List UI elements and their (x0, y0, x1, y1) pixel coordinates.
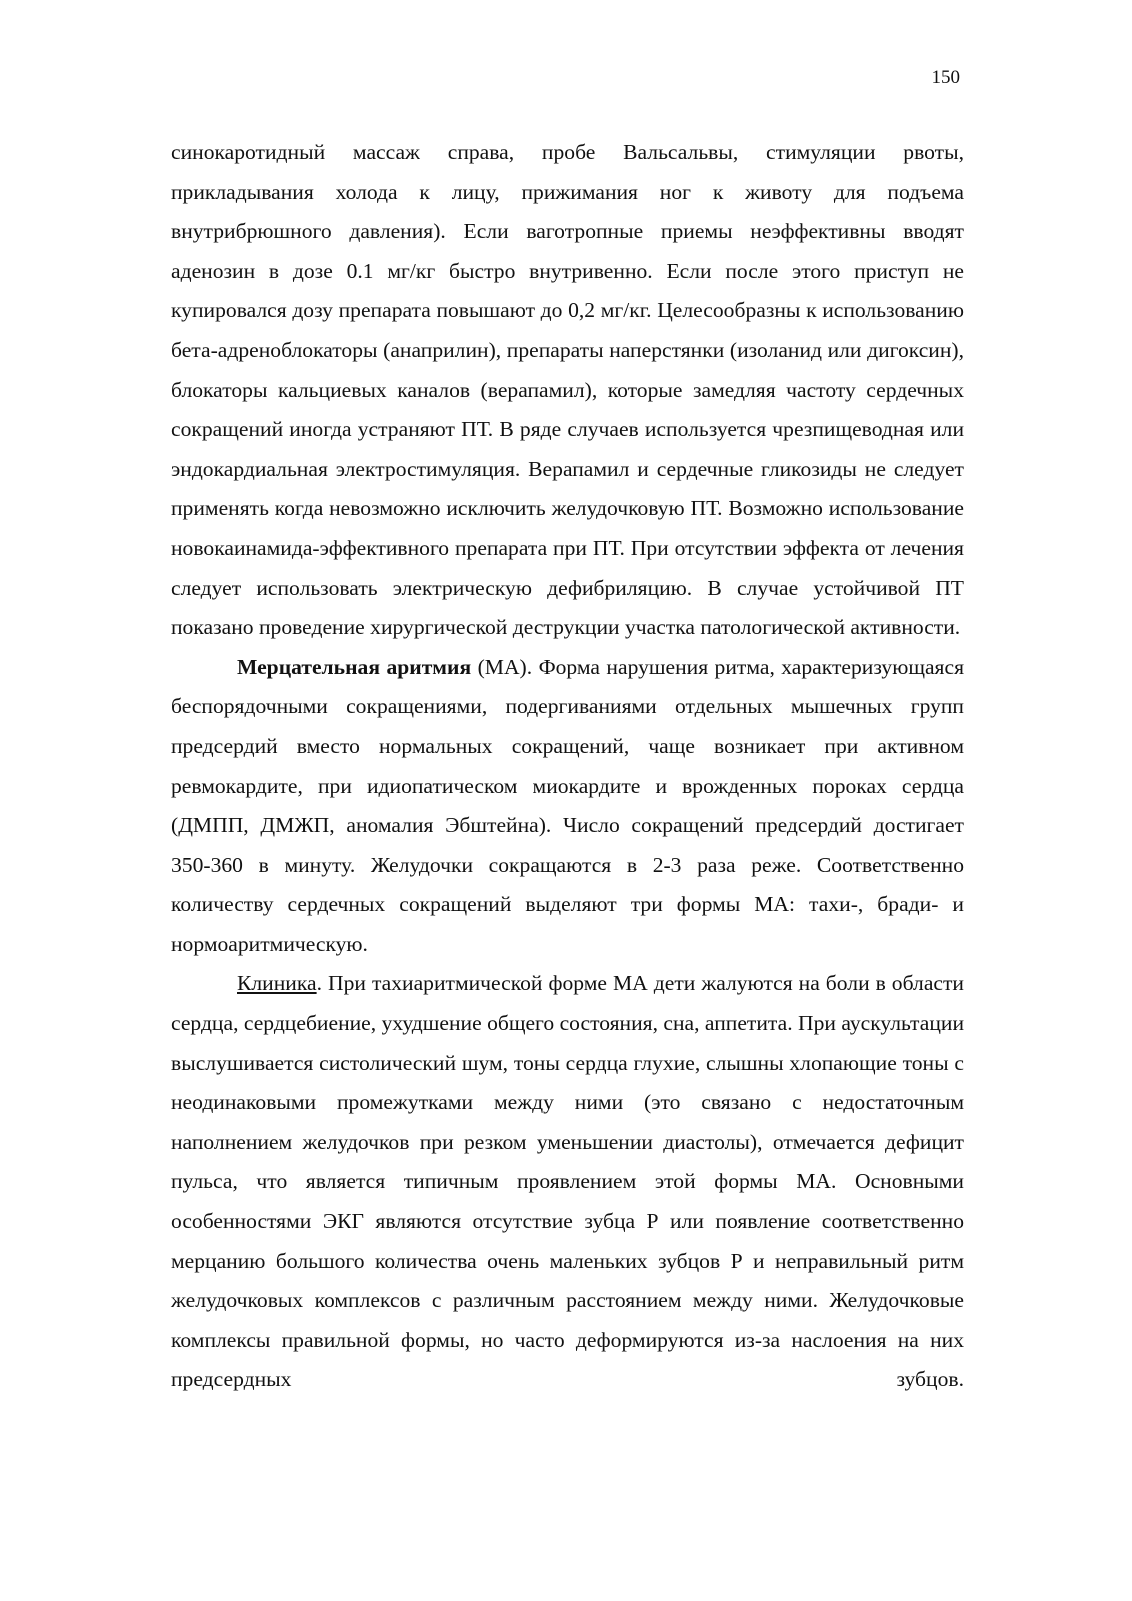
term-atrial-fibrillation: Мерцательная аритмия (237, 654, 472, 679)
paragraph-atrial-fibrillation (171, 648, 964, 965)
page-body (171, 133, 964, 1400)
paragraph-clinic-text: . При тахиаритмической форме МА дети жалуются на боли в области сердца, сердцебиение, ухудшение общего состояния, сна, аппетита. При аускультации выслушивается систолический шум, тоны сердца глухие, слышны хлопающие тоны с неодинаковыми промежутками между ними (это связано с недостаточным наполнением желудочков при резком уменьшении диастолы), отмечается дефицит пульса, что является типичным проявлением этой формы МА. Основными особенностями ЭКГ являются отсутствие зубца Р или появление соответственно мерцанию большого количества очень маленьких зубцов Р и неправильный ритм желудочковых комплексов с различным расстоянием между ними. Желудочковые комплексы правильной формы, но часто деформируются из-за наслоения на них предсердных зубцов. (171, 971, 964, 1392)
page-number: 150 (931, 67, 960, 88)
paragraph-clinic (171, 964, 964, 1400)
term-clinic: Клиника (237, 971, 317, 996)
paragraph-atrial-fibrillation-text: (МА). Форма нарушения ритма, характеризующаяся беспорядочными сокращениями, подергиваниями отдельных мышечных групп предсердий вместо нормальных сокращений, чаще возникает при активном ревмокардите, при идиопатическом миокардите и врожденных пороках сердца (ДМПП, ДМЖП, аномалия Эбштейна). Число сокращений предсердий достигает 350-360 в минуту. Желудочки сокращаются в 2-3 раза реже. Соответственно количеству сердечных сокращений выделяют три формы МА: тахи-, бради- и нормоаритмическую. (171, 654, 964, 956)
paragraph-treatment: синокаротидный массаж справа, пробе Вальсальвы, стимуляции рвоты, прикладывания холода к лицу, прижимания ног к животу для подъема внутрибрюшного давления). Если ваготропные приемы неэффективны вводят аденозин в дозе 0.1 мг/кг быстро внутривенно. Если после этого приступ не купировался дозу препарата повышают до 0,2 мг/кг. Целесообразны к использованию бета-адреноблокаторы (анаприлин), препараты наперстянки (изоланид или дигоксин), блокаторы кальциевых каналов (верапамил), которые замедляя частоту сердечных сокращений иногда устраняют ПТ. В ряде случаев используется чрезпищеводная или эндокардиальная электростимуляция. Верапамил и сердечные гликозиды не следует применять когда невозможно исключить желудочковую ПТ. Возможно использование новокаинамида-эффективного препарата при ПТ. При отсутствии эффекта от лечения следует использовать электрическую дефибриляцию. В случае устойчивой ПТ показано проведение хирургической деструкции участка патологической активности. (171, 140, 964, 640)
